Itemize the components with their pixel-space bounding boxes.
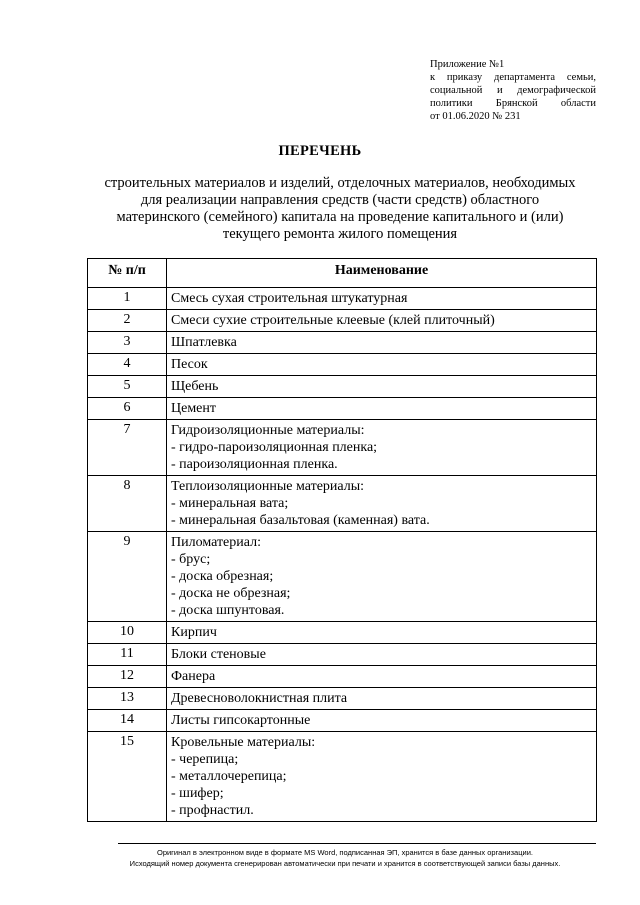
row-number: 6: [88, 398, 167, 420]
row-number: 4: [88, 354, 167, 376]
material-subitem: - доска обрезная;: [171, 569, 274, 584]
table-body: [88, 288, 597, 822]
subtitle-line: для реализации направления средств (части средств) областного: [140, 192, 540, 208]
material-subitem: - минеральная вата;: [171, 496, 289, 511]
table-row: [88, 288, 597, 310]
appendix-line: от 01.06.2020 № 231: [430, 111, 521, 122]
material-name: Кирпич: [171, 625, 217, 640]
material-subitem: - гидро-пароизоляционная пленка;: [171, 440, 378, 455]
column-header-name: Наименование: [167, 259, 597, 288]
row-number: 7: [88, 420, 167, 476]
material-subitem: - профнастил.: [171, 803, 254, 818]
material-name: Листы гипсокартонные: [171, 713, 311, 728]
row-number: 11: [88, 644, 167, 666]
row-number: 12: [88, 666, 167, 688]
table-row: [88, 666, 597, 688]
appendix-block: [430, 58, 596, 123]
document-subtitle: [80, 175, 600, 243]
row-number: 9: [88, 532, 167, 622]
table-row: [88, 398, 597, 420]
row-number: 3: [88, 332, 167, 354]
material-name: Шпатлевка: [171, 335, 237, 350]
material-subitem: - шифер;: [171, 786, 224, 801]
table-row: [88, 622, 597, 644]
document-title: ПЕРЕЧЕНЬ: [278, 143, 362, 159]
material-name: Блоки стеновые: [171, 647, 266, 662]
material-subitem: - металлочерепица;: [171, 769, 287, 784]
column-header-number: № п/п: [88, 259, 167, 288]
row-name-cell: [167, 732, 597, 822]
material-name: Древесноволокнистная плита: [171, 691, 348, 706]
table-row: [88, 310, 597, 332]
row-name-cell: [167, 376, 597, 398]
material-name: Смесь сухая строительная штукатурная: [171, 291, 408, 306]
table-row: [88, 476, 597, 532]
material-name: Гидроизоляционные материалы:: [171, 423, 365, 438]
material-subitem: - доска не обрезная;: [171, 586, 291, 601]
table-row: [88, 354, 597, 376]
material-name: Цемент: [171, 401, 217, 416]
row-number: 2: [88, 310, 167, 332]
row-name-cell: [167, 710, 597, 732]
row-name-cell: [167, 532, 597, 622]
row-number: 14: [88, 710, 167, 732]
row-name-cell: [167, 398, 597, 420]
row-name-cell: [167, 288, 597, 310]
row-number: 10: [88, 622, 167, 644]
material-name: Смеси сухие строительные клеевые (клей плиточный): [171, 313, 495, 328]
material-name: Щебень: [171, 379, 219, 394]
row-name-cell: [167, 688, 597, 710]
table-header-row: [88, 259, 597, 288]
material-subitem: - брус;: [171, 552, 211, 567]
material-subitem: - пароизоляционная пленка.: [171, 457, 338, 472]
materials-table: [87, 258, 597, 822]
row-number: 15: [88, 732, 167, 822]
material-name: Теплоизоляционные материалы:: [171, 479, 365, 494]
row-name-cell: [167, 354, 597, 376]
material-name: Песок: [171, 357, 208, 372]
material-subitem: - доска шпунтовая.: [171, 603, 285, 618]
row-number: 8: [88, 476, 167, 532]
material-name: Кровельные материалы:: [171, 735, 316, 750]
table-row: [88, 376, 597, 398]
row-name-cell: [167, 310, 597, 332]
material-subitem: - черепица;: [171, 752, 239, 767]
footer-line-1: Оригинал в электронном виде в формате MS Word, подписанная ЭП, хранится в базе данных организации.: [156, 848, 533, 857]
row-name-cell: [167, 622, 597, 644]
row-number: 5: [88, 376, 167, 398]
subtitle-line: текущего ремонта жилого помещения: [222, 226, 458, 242]
table-row: [88, 688, 597, 710]
table-row: [88, 332, 597, 354]
subtitle-line: строительных материалов и изделий, отделочных материалов, необходимых: [104, 175, 576, 191]
row-number: 13: [88, 688, 167, 710]
row-number: 1: [88, 288, 167, 310]
subtitle-line: материнского (семейного) капитала на проведение капитального и (или): [116, 209, 564, 225]
row-name-cell: [167, 420, 597, 476]
footer-line-2: Исходящий номер документа сгенерирован автоматически при печати и хранится в соответствующей записи базы данных.: [129, 859, 561, 868]
table-row: [88, 644, 597, 666]
table-row: [88, 710, 597, 732]
table-row: [88, 532, 597, 622]
row-name-cell: [167, 476, 597, 532]
footer-note: [0, 847, 640, 869]
material-name: Пиломатериал:: [171, 535, 261, 550]
appendix-line: социальной и демографической: [430, 85, 596, 96]
appendix-line: к приказу департамента семьи,: [430, 72, 596, 83]
row-name-cell: [167, 332, 597, 354]
table-row: [88, 732, 597, 822]
appendix-line: политики Брянской области: [430, 98, 596, 109]
material-subitem: - минеральная базальтовая (каменная) вата.: [171, 513, 430, 528]
row-name-cell: [167, 644, 597, 666]
material-name: Фанера: [171, 669, 216, 684]
row-name-cell: [167, 666, 597, 688]
appendix-line: Приложение №1: [430, 59, 505, 70]
footer-divider: [118, 843, 596, 844]
table-row: [88, 420, 597, 476]
